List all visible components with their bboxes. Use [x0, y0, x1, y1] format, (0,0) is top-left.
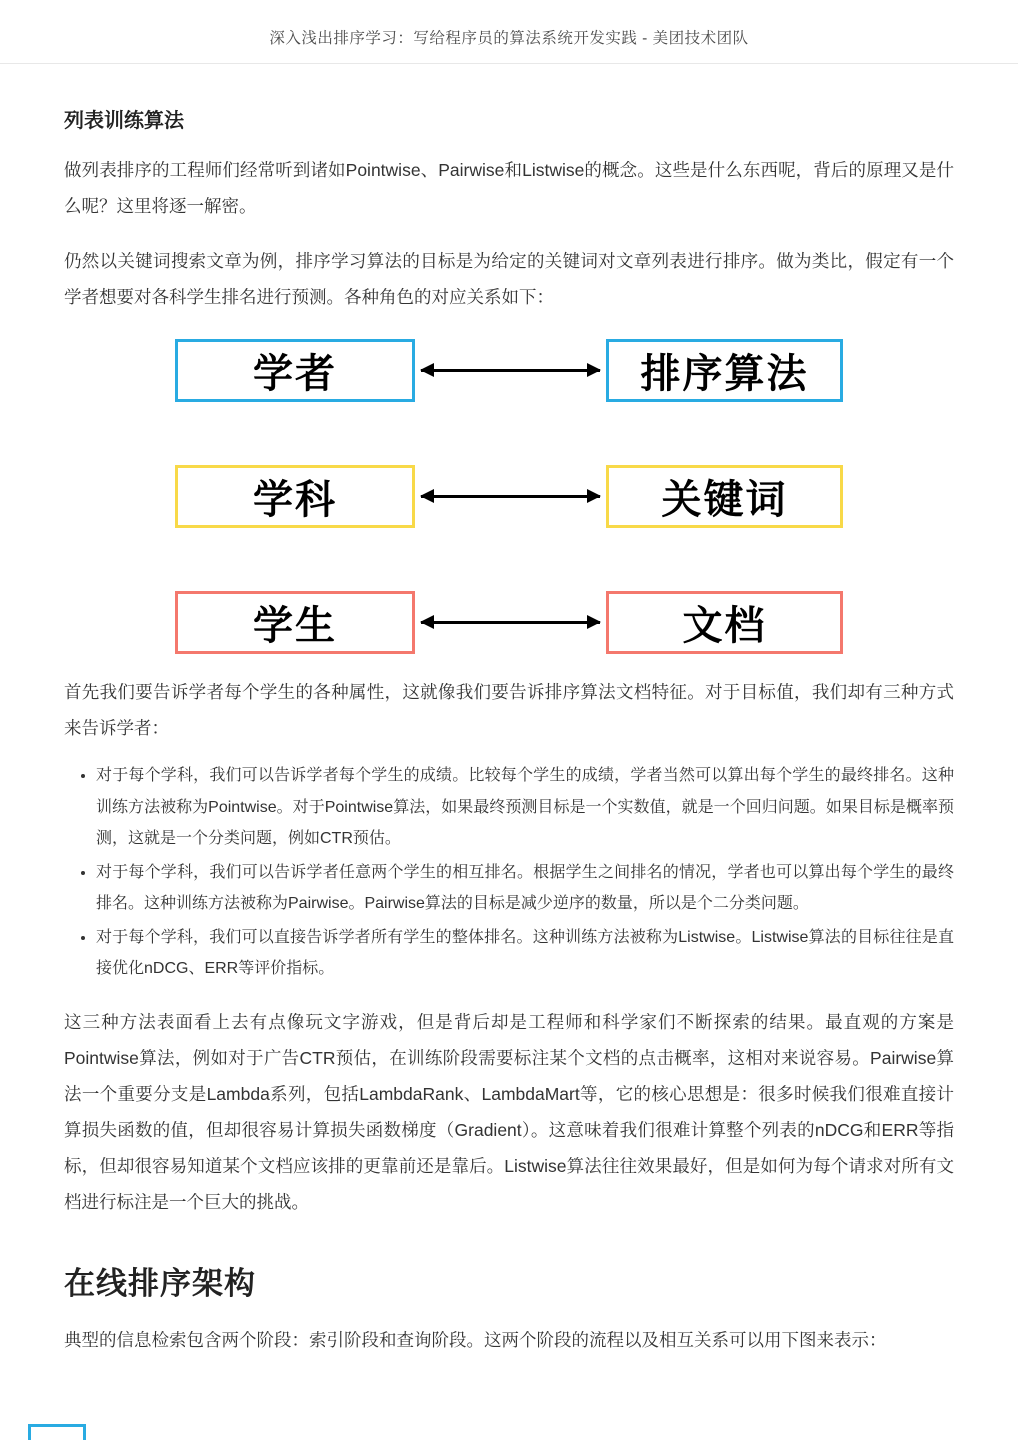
list-item-pointwise: • 对于每个学科，我们可以告诉学者每个学生的成绩。比较每个学生的成绩，学者当然可以算出每个学生的最终排名。这种训练方法被称为Pointwise。对于Pointwise算法，如果最终预测目标是一个实数值，就是一个回归问题。如果目标是概率预测，这就是一个分类问题，例如CTR预估。 [96, 760, 954, 855]
diagram-box-subject: 学科 [175, 465, 415, 528]
diagram-row-scholar [175, 339, 843, 402]
double-arrow-icon [421, 369, 600, 372]
diagram-row-student [175, 591, 843, 654]
article-content [0, 104, 1018, 1358]
diagram-row-subject [175, 465, 843, 528]
list-item-listwise: • 对于每个学科，我们可以直接告诉学者所有学生的整体排名。这种训练方法被称为Listwise。Listwise算法的目标往往是直接优化nDCG、ERR等评价指标。 [96, 922, 954, 985]
double-arrow-icon [421, 621, 600, 624]
diagram-box-keyword: 关键词 [606, 465, 843, 528]
diagram-box-student: 学生 [175, 591, 415, 654]
role-mapping-diagram [175, 339, 843, 654]
list-item-pairwise: • 对于每个学科，我们可以告诉学者任意两个学生的相互排名。根据学生之间排名的情况，学者也可以算出每个学生的最终排名。这种训练方法被称为Pairwise。Pairwise算法的目标是减少逆序的数量，所以是个二分类问题。 [96, 857, 954, 920]
diagram-box-document: 文档 [606, 591, 843, 654]
next-figure-partial-box [28, 1424, 86, 1440]
paragraph-intro: 做列表排序的工程师们经常听到诸如Pointwise、Pairwise和Listwise的概念。这些是什么东西呢，背后的原理又是什么呢？这里将逐一解密。 [64, 160, 954, 216]
section-heading-online-ranking: 在线排序架构 [64, 1265, 256, 1301]
paragraph-retrieval-phases: 典型的信息检索包含两个阶段：索引阶段和查询阶段。这两个阶段的流程以及相互关系可以用下图来表示： [64, 1329, 887, 1350]
diagram-box-scholar: 学者 [175, 339, 415, 402]
paragraph-analogy: 仍然以关键词搜索文章为例，排序学习算法的目标是为给定的关键词对文章列表进行排序。做为类比，假定有一个学者想要对各科学生排名进行预测。各种角色的对应关系如下： [64, 251, 954, 307]
paragraph-attributes: 首先我们要告诉学者每个学生的各种属性，这就像我们要告诉排序算法文档特征。对于目标值，我们却有三种方式来告诉学者： [64, 682, 954, 738]
section-heading-list-training: 列表训练算法 [64, 110, 184, 132]
double-arrow-icon [421, 495, 600, 498]
page-header [0, 0, 1018, 64]
paragraph-methods-discussion: 这三种方法表面看上去有点像玩文字游戏，但是背后却是工程师和科学家们不断探索的结果。最直观的方案是Pointwise算法，例如对于广告CTR预估，在训练阶段需要标注某个文档的点击概率，这相对来说容易。Pairwise算法一个重要分支是Lambda系列，包括LambdaRank、LambdaMart等，它的核心思想是：很多时候我们很难直接计算损失函数的值，但却很容易计算损失函数梯度（Gradient）。这意味着我们很难计算整个列表的nDCG和ERR等指标，但却很容易知道某个文档应该排的更靠前还是靠后。Listwise算法往往效果最好，但是如何为每个请求对所有文档进行标注是一个巨大的挑战。 [64, 1011, 954, 1212]
training-methods-list [64, 760, 954, 985]
page-title: 深入浅出排序学习：写给程序员的算法系统开发实践 - 美团技术团队 [269, 30, 749, 47]
diagram-box-ranking-algorithm: 排序算法 [606, 339, 843, 402]
